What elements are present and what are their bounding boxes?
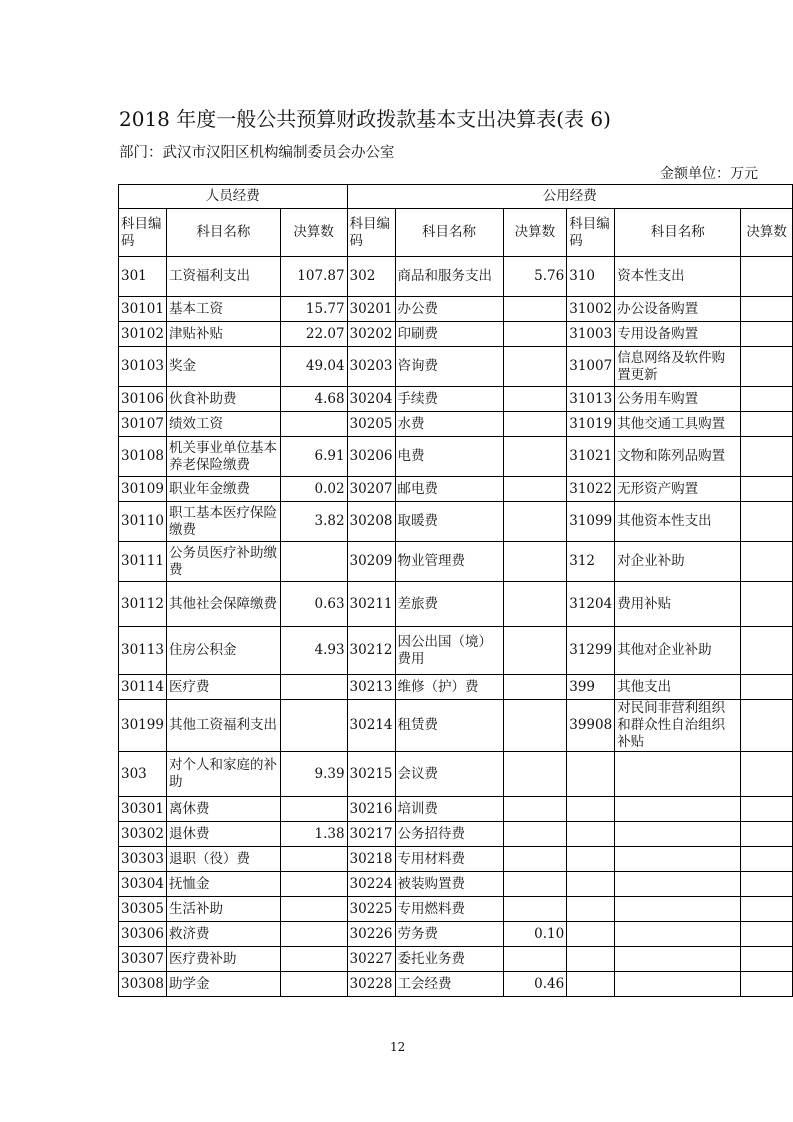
name-cell: 无形资产购置 (615, 477, 741, 502)
code-cell (567, 872, 615, 897)
amount-cell (741, 322, 793, 347)
amount-cell (741, 387, 793, 412)
group-header-row (119, 185, 793, 209)
code-cell: 31099 (567, 502, 615, 542)
table-row (119, 297, 793, 322)
amount-cell (741, 542, 793, 582)
page-title: 2018 年度一般公共预算财政拨款基本支出决算表(表 6) (119, 107, 611, 131)
code-cell (567, 847, 615, 872)
name-cell: 其他对企业补助 (615, 627, 741, 675)
amount-cell (503, 897, 567, 922)
code-cell: 30112 (119, 582, 167, 627)
name-cell: 职业年金缴费 (166, 477, 280, 502)
name-cell: 基本工资 (166, 297, 280, 322)
code-cell: 310 (567, 257, 615, 297)
amount-cell: 0.63 (280, 582, 347, 627)
amount-cell (741, 752, 793, 797)
code-cell: 30208 (347, 502, 395, 542)
column-header-amount: 决算数 (741, 209, 793, 257)
name-cell: 公务员医疗补助缴费 (166, 542, 280, 582)
amount-cell (741, 257, 793, 297)
code-cell: 30113 (119, 627, 167, 675)
name-cell: 差旅费 (395, 582, 503, 627)
code-cell (567, 972, 615, 997)
code-cell: 30226 (347, 922, 395, 947)
amount-cell (503, 412, 567, 437)
code-cell: 30215 (347, 752, 395, 797)
department-line: 部门：武汉市汉阳区机构编制委员会办公室 (119, 145, 395, 161)
code-cell: 30303 (119, 847, 167, 872)
table-row (119, 582, 793, 627)
name-cell: 咨询费 (395, 347, 503, 387)
amount-cell (741, 412, 793, 437)
name-cell: 物业管理费 (395, 542, 503, 582)
code-cell: 30306 (119, 922, 167, 947)
table-row (119, 412, 793, 437)
name-cell: 住房公积金 (166, 627, 280, 675)
code-cell: 30201 (347, 297, 395, 322)
code-cell: 30107 (119, 412, 167, 437)
amount-cell (741, 872, 793, 897)
table-row (119, 322, 793, 347)
public-group-header: 公用经费 (347, 185, 792, 209)
name-cell: 退职（役）费 (166, 847, 280, 872)
code-cell: 30209 (347, 542, 395, 582)
name-cell: 水费 (395, 412, 503, 437)
name-cell: 被装购置费 (395, 872, 503, 897)
code-cell: 30228 (347, 972, 395, 997)
code-cell: 31021 (567, 437, 615, 477)
name-cell (615, 797, 741, 822)
code-cell: 301 (119, 257, 167, 297)
amount-cell (503, 872, 567, 897)
name-cell: 离休费 (166, 797, 280, 822)
amount-cell (280, 675, 347, 700)
code-cell: 30218 (347, 847, 395, 872)
amount-cell (741, 297, 793, 322)
amount-cell (280, 412, 347, 437)
amount-cell (503, 752, 567, 797)
name-cell: 手续费 (395, 387, 503, 412)
code-cell: 30206 (347, 437, 395, 477)
column-header-name: 科目名称 (395, 209, 503, 257)
code-cell: 30212 (347, 627, 395, 675)
code-cell (567, 922, 615, 947)
name-cell: 委托业务费 (395, 947, 503, 972)
amount-cell (503, 387, 567, 412)
table-row (119, 822, 793, 847)
code-cell: 30102 (119, 322, 167, 347)
table-row (119, 872, 793, 897)
name-cell (615, 972, 741, 997)
code-cell: 30202 (347, 322, 395, 347)
table-row (119, 922, 793, 947)
code-cell: 31003 (567, 322, 615, 347)
personnel-group-header: 人员经费 (119, 185, 348, 209)
amount-cell (741, 922, 793, 947)
amount-cell (503, 437, 567, 477)
name-cell (615, 822, 741, 847)
name-cell: 伙食补助费 (166, 387, 280, 412)
amount-cell (503, 322, 567, 347)
amount-cell: 22.07 (280, 322, 347, 347)
name-cell: 电费 (395, 437, 503, 477)
code-cell: 399 (567, 675, 615, 700)
code-cell: 312 (567, 542, 615, 582)
code-cell: 30307 (119, 947, 167, 972)
amount-cell (503, 297, 567, 322)
code-cell: 30305 (119, 897, 167, 922)
code-cell (567, 947, 615, 972)
column-header-amount: 决算数 (503, 209, 567, 257)
code-cell: 30225 (347, 897, 395, 922)
name-cell: 抚恤金 (166, 872, 280, 897)
code-cell (567, 797, 615, 822)
amount-unit: 金额单位：万元 (660, 166, 758, 182)
name-cell: 公务招待费 (395, 822, 503, 847)
amount-cell (741, 627, 793, 675)
amount-cell: 0.46 (503, 972, 567, 997)
amount-cell: 4.93 (280, 627, 347, 675)
code-cell: 30114 (119, 675, 167, 700)
amount-cell (503, 947, 567, 972)
name-cell (615, 897, 741, 922)
amount-cell (741, 947, 793, 972)
name-cell: 其他工资福利支出 (166, 700, 280, 752)
code-cell: 31002 (567, 297, 615, 322)
table-row (119, 627, 793, 675)
name-cell: 职工基本医疗保险缴费 (166, 502, 280, 542)
name-cell: 医疗费补助 (166, 947, 280, 972)
code-cell: 30214 (347, 700, 395, 752)
name-cell (615, 922, 741, 947)
code-cell: 31019 (567, 412, 615, 437)
amount-cell: 107.87 (280, 257, 347, 297)
name-cell: 劳务费 (395, 922, 503, 947)
amount-cell: 1.38 (280, 822, 347, 847)
code-cell: 30301 (119, 797, 167, 822)
name-cell: 信息网络及软件购置更新 (615, 347, 741, 387)
code-cell (567, 752, 615, 797)
amount-cell (741, 502, 793, 542)
code-cell: 30213 (347, 675, 395, 700)
table-row (119, 700, 793, 752)
amount-cell (280, 700, 347, 752)
table-row (119, 847, 793, 872)
table-row (119, 947, 793, 972)
code-cell: 30227 (347, 947, 395, 972)
amount-cell (503, 502, 567, 542)
code-cell: 30101 (119, 297, 167, 322)
amount-cell (280, 872, 347, 897)
name-cell: 其他社会保障缴费 (166, 582, 280, 627)
name-cell: 专用设备购置 (615, 322, 741, 347)
amount-cell (280, 947, 347, 972)
column-header-amount: 决算数 (280, 209, 347, 257)
amount-cell: 0.10 (503, 922, 567, 947)
name-cell: 对个人和家庭的补助 (166, 752, 280, 797)
code-cell: 30217 (347, 822, 395, 847)
amount-cell (280, 897, 347, 922)
table-row (119, 257, 793, 297)
amount-cell (503, 477, 567, 502)
amount-cell: 3.82 (280, 502, 347, 542)
code-cell: 30109 (119, 477, 167, 502)
amount-cell: 0.02 (280, 477, 347, 502)
amount-cell (503, 700, 567, 752)
code-cell: 30304 (119, 872, 167, 897)
code-cell (567, 897, 615, 922)
name-cell: 医疗费 (166, 675, 280, 700)
name-cell: 专用材料费 (395, 847, 503, 872)
column-header-code: 科目编码 (347, 209, 395, 257)
code-cell: 303 (119, 752, 167, 797)
amount-cell (503, 582, 567, 627)
column-header-name: 科目名称 (615, 209, 741, 257)
code-cell: 30207 (347, 477, 395, 502)
amount-cell (503, 822, 567, 847)
table-row (119, 675, 793, 700)
code-cell: 30204 (347, 387, 395, 412)
code-cell: 30216 (347, 797, 395, 822)
code-cell: 30199 (119, 700, 167, 752)
column-header-name: 科目名称 (166, 209, 280, 257)
name-cell (615, 872, 741, 897)
code-cell (567, 822, 615, 847)
name-cell: 退休费 (166, 822, 280, 847)
name-cell: 工资福利支出 (166, 257, 280, 297)
name-cell: 对民间非营利组织和群众性自治组织补贴 (615, 700, 741, 752)
name-cell: 维修（护）费 (395, 675, 503, 700)
amount-cell (503, 675, 567, 700)
name-cell: 资本性支出 (615, 257, 741, 297)
table-row (119, 502, 793, 542)
code-cell: 30211 (347, 582, 395, 627)
amount-cell (741, 582, 793, 627)
table-row (119, 437, 793, 477)
amount-cell (741, 797, 793, 822)
code-cell: 31204 (567, 582, 615, 627)
name-cell: 费用补贴 (615, 582, 741, 627)
name-cell: 办公设备购置 (615, 297, 741, 322)
name-cell: 机关事业单位基本养老保险缴费 (166, 437, 280, 477)
amount-cell: 49.04 (280, 347, 347, 387)
code-cell: 30106 (119, 387, 167, 412)
name-cell: 印刷费 (395, 322, 503, 347)
code-cell: 30108 (119, 437, 167, 477)
amount-cell (741, 700, 793, 752)
name-cell: 租赁费 (395, 700, 503, 752)
name-cell: 培训费 (395, 797, 503, 822)
amount-cell (503, 347, 567, 387)
code-cell: 31013 (567, 387, 615, 412)
name-cell: 专用燃料费 (395, 897, 503, 922)
table-row (119, 347, 793, 387)
column-header-code: 科目编码 (567, 209, 615, 257)
amount-cell: 6.91 (280, 437, 347, 477)
amount-cell (280, 922, 347, 947)
code-cell: 302 (347, 257, 395, 297)
name-cell: 奖金 (166, 347, 280, 387)
amount-cell (741, 847, 793, 872)
name-cell: 其他交通工具购置 (615, 412, 741, 437)
code-cell: 30103 (119, 347, 167, 387)
amount-cell (741, 437, 793, 477)
amount-cell: 4.68 (280, 387, 347, 412)
name-cell: 其他支出 (615, 675, 741, 700)
amount-cell (503, 797, 567, 822)
code-cell: 30302 (119, 822, 167, 847)
table-row (119, 972, 793, 997)
code-cell: 30205 (347, 412, 395, 437)
amount-cell (741, 675, 793, 700)
code-cell: 30308 (119, 972, 167, 997)
name-cell: 因公出国（境）费用 (395, 627, 503, 675)
name-cell: 取暖费 (395, 502, 503, 542)
name-cell: 文物和陈列品购置 (615, 437, 741, 477)
amount-cell: 9.39 (280, 752, 347, 797)
name-cell: 其他资本性支出 (615, 502, 741, 542)
amount-cell (741, 897, 793, 922)
code-cell: 30110 (119, 502, 167, 542)
table-row (119, 897, 793, 922)
table-row (119, 477, 793, 502)
table-row (119, 542, 793, 582)
table-row (119, 752, 793, 797)
amount-cell (280, 972, 347, 997)
name-cell: 工会经费 (395, 972, 503, 997)
name-cell (615, 752, 741, 797)
amount-cell: 15.77 (280, 297, 347, 322)
code-cell: 31299 (567, 627, 615, 675)
name-cell (615, 847, 741, 872)
amount-cell (741, 347, 793, 387)
code-cell: 31022 (567, 477, 615, 502)
page-number: 12 (390, 1040, 406, 1054)
name-cell: 对企业补助 (615, 542, 741, 582)
name-cell: 绩效工资 (166, 412, 280, 437)
name-cell: 生活补助 (166, 897, 280, 922)
amount-cell: 5.76 (503, 257, 567, 297)
budget-table (118, 184, 793, 997)
name-cell: 邮电费 (395, 477, 503, 502)
amount-cell (741, 477, 793, 502)
name-cell: 商品和服务支出 (395, 257, 503, 297)
amount-cell (280, 847, 347, 872)
name-cell: 助学金 (166, 972, 280, 997)
code-cell: 30111 (119, 542, 167, 582)
table-row (119, 387, 793, 412)
name-cell (615, 947, 741, 972)
code-cell: 30203 (347, 347, 395, 387)
name-cell: 办公费 (395, 297, 503, 322)
name-cell: 津贴补贴 (166, 322, 280, 347)
amount-cell (503, 542, 567, 582)
amount-cell (280, 797, 347, 822)
column-header-code: 科目编码 (119, 209, 167, 257)
amount-cell (503, 847, 567, 872)
code-cell: 31007 (567, 347, 615, 387)
name-cell: 会议费 (395, 752, 503, 797)
code-cell: 39908 (567, 700, 615, 752)
amount-cell (280, 542, 347, 582)
table-row (119, 797, 793, 822)
name-cell: 救济费 (166, 922, 280, 947)
name-cell: 公务用车购置 (615, 387, 741, 412)
amount-cell (741, 822, 793, 847)
amount-cell (503, 627, 567, 675)
column-header-row (119, 209, 793, 257)
amount-cell (741, 972, 793, 997)
code-cell: 30224 (347, 872, 395, 897)
